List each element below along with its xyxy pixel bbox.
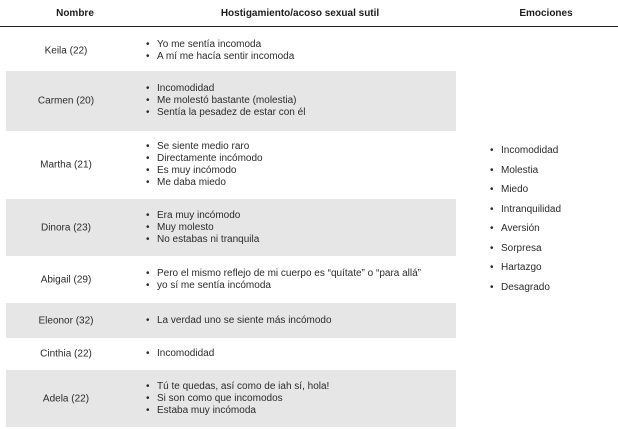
table-row bbox=[6, 370, 456, 427]
quote-list bbox=[146, 83, 305, 119]
quote-item: • Si son como que incomodos bbox=[146, 393, 329, 405]
quote-item: • Incomodidad bbox=[146, 83, 305, 95]
participant-name: Eleonor (32) bbox=[38, 315, 94, 326]
quote-list bbox=[146, 141, 263, 189]
emotion-item: • Desagrado bbox=[490, 282, 561, 294]
quote-list bbox=[146, 210, 259, 246]
quote-list bbox=[146, 268, 421, 292]
quote-list bbox=[146, 348, 214, 360]
quote-list bbox=[146, 315, 332, 327]
quote-item: • Se siente medio raro bbox=[146, 141, 263, 153]
participant-name: Adela (22) bbox=[42, 393, 90, 404]
quote-item: • Es muy incómodo bbox=[146, 165, 263, 177]
quote-item: • Yo me sentía incomoda bbox=[146, 39, 294, 51]
header-nombre: Nombre bbox=[56, 8, 94, 19]
quote-list bbox=[146, 381, 329, 417]
participant-name: Keila (22) bbox=[44, 45, 88, 57]
emotion-item: • Incomodidad bbox=[490, 145, 561, 157]
participant-name: Abigail (29) bbox=[40, 274, 92, 285]
quote-list bbox=[146, 39, 294, 63]
header-emociones: Emociones bbox=[519, 8, 573, 19]
table-row bbox=[6, 303, 456, 338]
participant-name: Martha (21) bbox=[40, 159, 92, 171]
emotion-item: • Aversión bbox=[490, 223, 561, 235]
quote-item: • yo sí me sentía incómoda bbox=[146, 280, 421, 292]
participant-name: Carmen (20) bbox=[37, 95, 95, 107]
quote-item: • Tú te quedas, así como de iah sí, hola! bbox=[146, 381, 329, 393]
emotions-list bbox=[490, 145, 561, 301]
participant-name: Dinora (23) bbox=[40, 222, 92, 233]
quote-item: • Sentía la pesadez de estar con él bbox=[146, 107, 305, 119]
table-row bbox=[6, 32, 456, 70]
emotion-item: • Sorpresa bbox=[490, 243, 561, 255]
quote-item: • Incomodidad bbox=[146, 348, 214, 360]
quote-item: • Estaba muy incómoda bbox=[146, 405, 329, 417]
quote-item: • Muy molesto bbox=[146, 222, 259, 234]
quote-item: • Era muy incómodo bbox=[146, 210, 259, 222]
header-hostigamiento: Hostigamiento/acoso sexual sutil bbox=[220, 8, 380, 19]
emotion-item: • Intranquilidad bbox=[490, 204, 561, 216]
table-row bbox=[6, 257, 456, 302]
participant-name: Cinthia (22) bbox=[40, 348, 92, 360]
table-row bbox=[6, 199, 456, 256]
table-row bbox=[6, 339, 456, 369]
quote-item: • Me molestó bastante (molestia) bbox=[146, 95, 305, 107]
table-row bbox=[6, 71, 456, 131]
table-header bbox=[0, 0, 618, 27]
emotion-item: • Molestia bbox=[490, 165, 561, 177]
quote-item: • Pero el mismo reflejo de mi cuerpo es “quítate” o “para allá” bbox=[146, 268, 421, 280]
emotion-item: • Hartazgo bbox=[490, 262, 561, 274]
quote-item: • Directamente incómodo bbox=[146, 153, 263, 165]
table-row bbox=[6, 132, 456, 198]
emotion-item: • Miedo bbox=[490, 184, 561, 196]
quote-item: • La verdad uno se siente más incómodo bbox=[146, 315, 332, 327]
quote-item: • A mí me hacía sentir incomoda bbox=[146, 51, 294, 63]
quote-item: • No estabas ni tranquila bbox=[146, 234, 259, 246]
quote-item: • Me daba miedo bbox=[146, 177, 263, 189]
